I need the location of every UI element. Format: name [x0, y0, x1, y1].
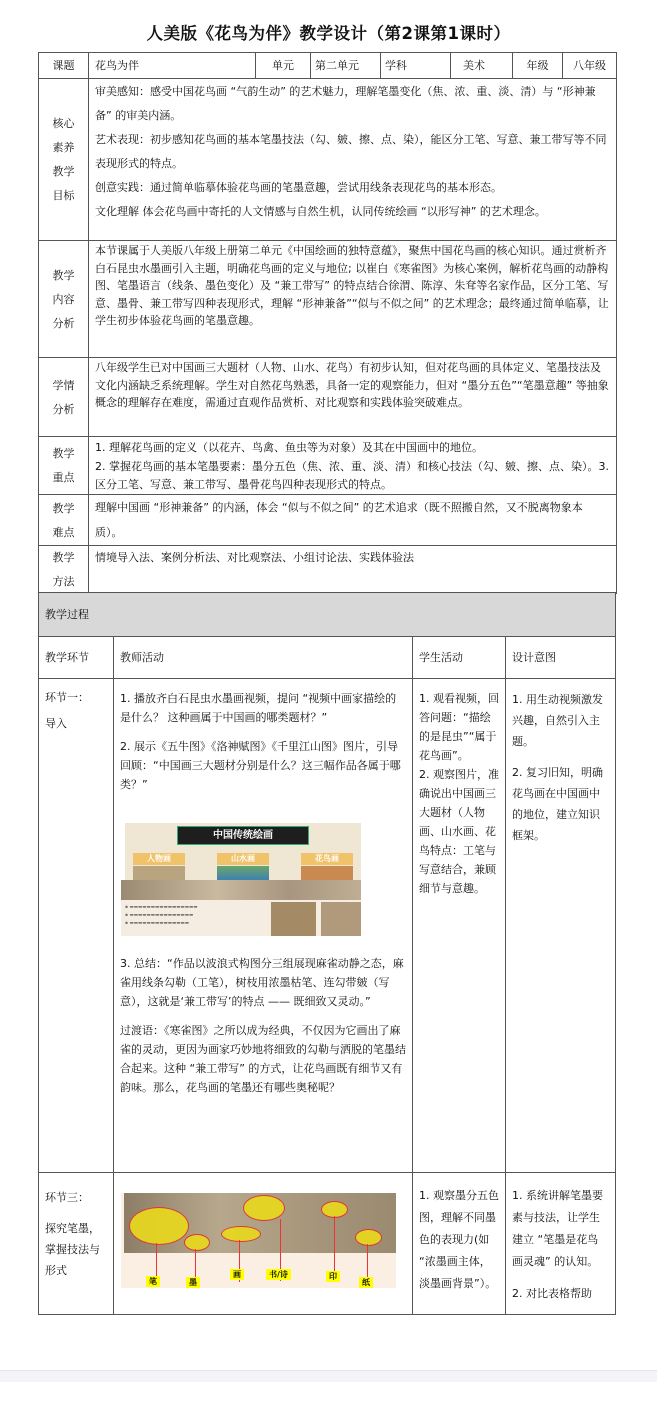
- label-line: 教学: [52, 268, 75, 282]
- image-heading: 中国传统绘画: [177, 826, 309, 845]
- teacher-step-1: 1. 播放齐白石昆虫水墨画视频，提问 “视频中画家描绘的是什么？ 这种画属于中国画的哪类题材？”: [120, 692, 397, 724]
- image-tag-bird-flower: 花鸟画: [301, 853, 353, 865]
- key-points-content: [88, 436, 617, 496]
- process-heading: 教学过程: [38, 592, 616, 637]
- figure-painting-thumb: [133, 866, 185, 881]
- section-label-text: [51, 374, 77, 422]
- key-points-label: [38, 436, 89, 496]
- stage-name: 导入: [45, 717, 67, 730]
- content-analysis-label: [38, 240, 89, 359]
- stage-title: 环节一：: [45, 691, 89, 704]
- paragraph: 创意实践：通过简单临摹体验花鸟画的笔墨意趣，尝试用线条表现花鸟的基本形态。: [95, 181, 502, 194]
- student-activity-2: 2. 观察图片，准确说出中国画三大题材（人物画、山水画、花鸟特点：工笔与写意结合，兼顾细节与意趣。: [419, 768, 499, 895]
- section-label-text: [51, 497, 77, 545]
- grade-label: 年级: [512, 52, 563, 79]
- subject-label: 学科: [380, 52, 451, 79]
- label-line: 分析: [52, 316, 75, 330]
- label-line: 重点: [52, 471, 75, 484]
- brush-ink-elements-image: [121, 1193, 396, 1288]
- intent-1: 1. 用生动视频激发兴趣，自然引入主题。: [512, 693, 603, 748]
- paragraph: 理解中国画 “形神兼备” 的内涵，体会 “似与不似之间” 的艺术追求（既不照搬自然，又不脱离物象本质）。: [95, 501, 583, 539]
- student-activity-1: 1. 观看视频，回答问题：“描绘的是昆虫”“属于花鸟画”。: [419, 692, 499, 762]
- teacher-step-3: 3. 总结：“作品以波浪式构图分三组展现麻雀动静之态，麻雀用线条勾勒（工笔），树枝用浓墨枯笔、连勾带皴（写意），这就是‘兼工带写’的特点 —— 既细致又灵动。”: [120, 957, 404, 1008]
- topic-label: 课题: [38, 52, 89, 79]
- content-analysis-content: [88, 240, 617, 359]
- student-cell-3: [412, 1172, 506, 1315]
- column-header-teacher: 教师活动: [113, 636, 413, 679]
- stage-cell-3: [38, 1172, 114, 1315]
- difficult-points-content: [88, 494, 617, 547]
- stage-cell-1: [38, 678, 114, 1173]
- highlight-painting: [221, 1226, 261, 1242]
- tag-brush: 笔: [146, 1276, 160, 1287]
- unit-label: 单元: [255, 52, 311, 79]
- image-notes: ▪ ▬▬▬▬▬▬▬▬▬▬▬▬▬▬▬▬ ▪ ▬▬▬▬▬▬▬▬▬▬▬▬▬▬▬ ▪ ▬▬▬▬▬▬▬▬▬▬▬▬▬▬: [125, 905, 198, 926]
- intent-cell-3: [505, 1172, 616, 1315]
- page-bottom-bar: [0, 1370, 657, 1382]
- column-header-student: 学生活动: [412, 636, 506, 679]
- paragraph: 情境导入法、案例分析法、对比观察法、小组讨论法、实践体验法: [95, 551, 414, 564]
- topic-value: 花鸟为伴: [88, 52, 256, 79]
- chinese-painting-categories-image: [125, 823, 361, 881]
- image-tag-figure: 人物画: [133, 853, 185, 865]
- paragraph: 八年级学生已对中国画三大题材（人物、山水、花鸟）有初步认知，但对花鸟画的具体定义、笔墨技法及文化内涵缺乏系统理解。学生对自然花鸟熟悉，具备一定的观察能力，但对 “墨分五色”“笔墨意趣” 等抽象概念的理解存在难度，需通过直观作品赏析、对比观察和实践体验突破难点。: [95, 361, 609, 409]
- teacher-step-2: 2. 展示《五牛图》《洛神赋图》《千里江山图》图片，引导回顾：“中国画三大题材分别是什么？这三幅作品各属于哪类？”: [120, 740, 401, 791]
- document-title: 人美版《花鸟为伴》教学设计（第2课第1课时）: [146, 24, 511, 43]
- label-line: 目标: [52, 189, 75, 202]
- bird-flower-painting-thumb: [301, 866, 353, 881]
- unit-value: 第二单元: [310, 52, 381, 79]
- section-label-text: [51, 442, 77, 490]
- detail-thumb-branch: [271, 902, 316, 936]
- label-line: 教学: [52, 501, 75, 515]
- teaching-methods-label: [38, 545, 89, 594]
- teaching-methods-content: [88, 545, 617, 594]
- intent-cell-1: [505, 678, 616, 1173]
- label-line: 教学: [52, 165, 75, 178]
- column-header-stage: 教学环节: [38, 636, 114, 679]
- core-competency-goals-label: [38, 78, 89, 242]
- teacher-transition: 过渡语：《寒雀图》之所以成为经典，不仅因为它画出了麻雀的灵动，更因为画家巧妙地将细致的勾勒与洒脱的笔墨结合起来。这种 “兼工带写” 的方式，让花鸟画既有细节又有韵味。那么，花鸟画的笔墨还有哪些奥秘呢？: [120, 1024, 406, 1094]
- subject-value: 美术: [450, 52, 513, 79]
- paragraph: 2. 掌握花鸟画的基本笔墨要素：墨分五色（焦、浓、重、淡、清）和核心技法（勾、皴、擦、点、染）。3. 区分工笔、写意、兼工带写、墨骨花鸟四种表现形式的特点。: [95, 459, 609, 491]
- learner-analysis-content: [88, 357, 617, 438]
- student-cell-1: [412, 678, 506, 1173]
- tag-paper: 纸: [359, 1277, 373, 1288]
- stage-name: 探究笔墨，掌握技法与形式: [45, 1222, 100, 1277]
- paragraph: 艺术表现：初步感知花鸟画的基本笔墨技法（勾、皴、擦、点、染），能区分工笔、写意、兼工带写等不同表现形式的特点。: [95, 133, 607, 170]
- image-tag-landscape: 山水画: [217, 853, 269, 865]
- section-label-text: [51, 546, 77, 594]
- grade-value: 八年级: [562, 52, 617, 79]
- label-line: 素养: [52, 141, 75, 154]
- highlight-paper: [355, 1229, 382, 1246]
- tag-seal: 印: [326, 1271, 340, 1282]
- tag-calligraphy: 书/诗: [266, 1269, 291, 1280]
- paragraph: 1. 理解花鸟画的定义（以花卉、鸟禽、鱼虫等为对象）及其在中国画中的地位。: [95, 441, 483, 454]
- label-line: 教学: [52, 550, 75, 564]
- cold-sparrows-analysis-image: [121, 880, 361, 936]
- paragraph: 本节课属于人美版八年级上册第二单元《中国绘画的独特意蕴》，聚焦中国花鸟画的核心知识。通过赏析齐白石昆虫水墨画引入主题，明确花鸟画的定义与地位; 以崔白《寒雀图》为核心案例，解析花鸟画的动静构图、笔墨语言（线条、墨色变化）及 “兼工带写” 的特点结合徐渭、陈淳、朱耷等名家作品，区分工笔、写意、墨骨、兼工带写四种表现形式，理解 “形神兼备”“似与不似之间” 的艺术理念；最终通过简单临摹，让学生初步体验花鸟画的笔墨意趣。: [95, 244, 609, 327]
- section-label-text: [51, 112, 77, 208]
- label-line: 难点: [52, 525, 75, 539]
- student-activity-1: 1. 观察墨分五色图，理解不同墨色的表现力(如 “浓墨画主体，淡墨画背景”）。: [419, 1189, 499, 1290]
- paragraph: 文化理解 体会花鸟画中寄托的人文情感与自然生机，认同传统绘画 “以形写神” 的艺术理念。: [95, 205, 546, 218]
- landscape-painting-thumb: [217, 866, 269, 881]
- tag-painting: 画: [230, 1269, 244, 1280]
- scroll-painting: [121, 880, 361, 900]
- intent-2: 2. 复习旧知，明确花鸟画在中国画中的地位，建立知识框架。: [512, 766, 603, 842]
- label-line: 学情: [52, 378, 75, 392]
- label-line: 分析: [52, 402, 75, 416]
- column-header-intent: 设计意图: [505, 636, 616, 679]
- learner-analysis-label: [38, 357, 89, 438]
- highlight-brush: [129, 1207, 189, 1245]
- highlight-ink: [184, 1234, 210, 1251]
- tag-ink: 墨: [186, 1277, 200, 1288]
- stage-title: 环节三：: [45, 1191, 89, 1204]
- difficult-points-label: [38, 494, 89, 547]
- label-line: 教学: [52, 447, 75, 460]
- label-line: 核心: [52, 117, 75, 130]
- intent-1: 1. 系统讲解笔墨要素与技法，让学生建立 “笔墨是花鸟画灵魂” 的认知。: [512, 1189, 603, 1268]
- highlight-calligraphy: [243, 1195, 285, 1221]
- section-label-text: [51, 264, 77, 336]
- intent-2: 2. 对比表格帮助: [512, 1287, 592, 1300]
- paragraph: 审美感知：感受中国花鸟画 “气韵生动” 的艺术魅力，理解笔墨变化（焦、浓、重、淡、清）与 “形神兼备” 的审美内涵。: [95, 85, 596, 122]
- core-competency-goals-content: [88, 78, 617, 242]
- detail-thumb-feathers: [321, 902, 361, 936]
- label-line: 方法: [52, 574, 75, 588]
- label-line: 内容: [52, 292, 75, 306]
